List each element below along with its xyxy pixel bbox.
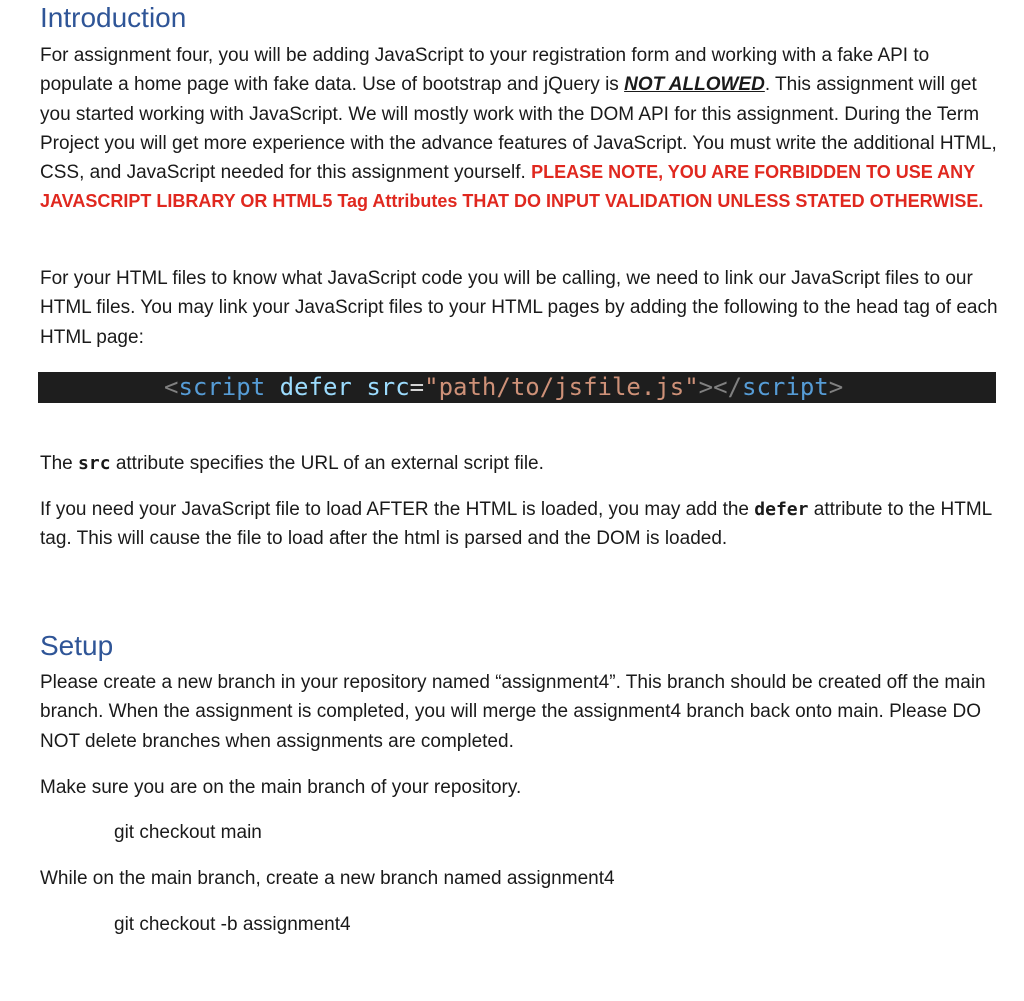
- defer-text-after: attribute to the HTML tag. This will cause the file to load after the html is parsed and the DOM is loaded.: [40, 499, 992, 550]
- setup-heading: Setup: [40, 630, 114, 661]
- forbidden-warning: PLEASE NOTE, YOU ARE FORBIDDEN TO USE ANY JAVASCRIPT LIBRARY OR HTML5 Tag Attributes THAT DO INPUT VALIDATION UNLESS STATED OTHERWISE.: [40, 162, 984, 212]
- code-close-tag-name: script: [742, 373, 829, 401]
- defer-text-before: If you need your JavaScript file to load AFTER the HTML is loaded, you may add the: [40, 499, 755, 520]
- code-src-attr: src: [366, 373, 410, 401]
- code-src-value: "path/to/jsfile.js": [424, 373, 699, 401]
- code-equals: =: [409, 373, 425, 401]
- new-branch-paragraph: While on the main branch, create a new branch named assignment4: [40, 868, 615, 889]
- checkout-main-command: git checkout main: [114, 822, 262, 843]
- setup-paragraph: Please create a new branch in your repository named “assignment4”. This branch should be created off the main branch. When the assignment is completed, you will merge the assignment4 branch back onto main. Please DO NOT delete branches when assignments are completed.: [40, 672, 986, 752]
- script-tag-code: [164, 372, 843, 403]
- src-paragraph: [40, 449, 1000, 478]
- intro-text-a: For assignment four, you will be adding JavaScript to your registration form and working with a fake API to populate a home page with fake data. Use of bootstrap and jQuery is: [40, 45, 930, 96]
- intro-text-b: . This assignment will get you started working with JavaScript. We will mostly work with the DOM API for this assignment. During the Term Project you will get more experience with the advance features of JavaScript. You must write the additional HTML, CSS, and JavaScript needed for this assignment yourself.: [40, 74, 997, 184]
- main-branch-paragraph: Make sure you are on the main branch of your repository.: [40, 777, 522, 798]
- linking-paragraph: For your HTML files to know what JavaScript code you will be calling, we need to link our JavaScript files to our HTML files. You may link your JavaScript files to your HTML pages by adding the following to the head tag of each HTML page:: [40, 268, 998, 348]
- checkout-new-branch-command: git checkout -b assignment4: [114, 914, 351, 935]
- src-text-after: attribute specifies the URL of an external script file.: [110, 453, 544, 474]
- code-tag-name: script: [178, 373, 266, 401]
- src-code: src: [78, 453, 111, 474]
- src-text-before: The: [40, 453, 79, 474]
- intro-paragraph: [40, 41, 1000, 217]
- defer-paragraph: [40, 495, 1000, 554]
- code-close-bracket: >: [828, 373, 844, 401]
- defer-code: defer: [754, 499, 809, 520]
- intro-heading: Introduction: [40, 2, 187, 33]
- not-allowed-emphasis: NOT ALLOWED: [624, 74, 765, 96]
- code-close-open: ></: [698, 373, 743, 401]
- script-tag-code-block: [38, 372, 996, 403]
- code-defer-attr: defer: [279, 373, 352, 401]
- code-open-bracket: <: [164, 373, 179, 401]
